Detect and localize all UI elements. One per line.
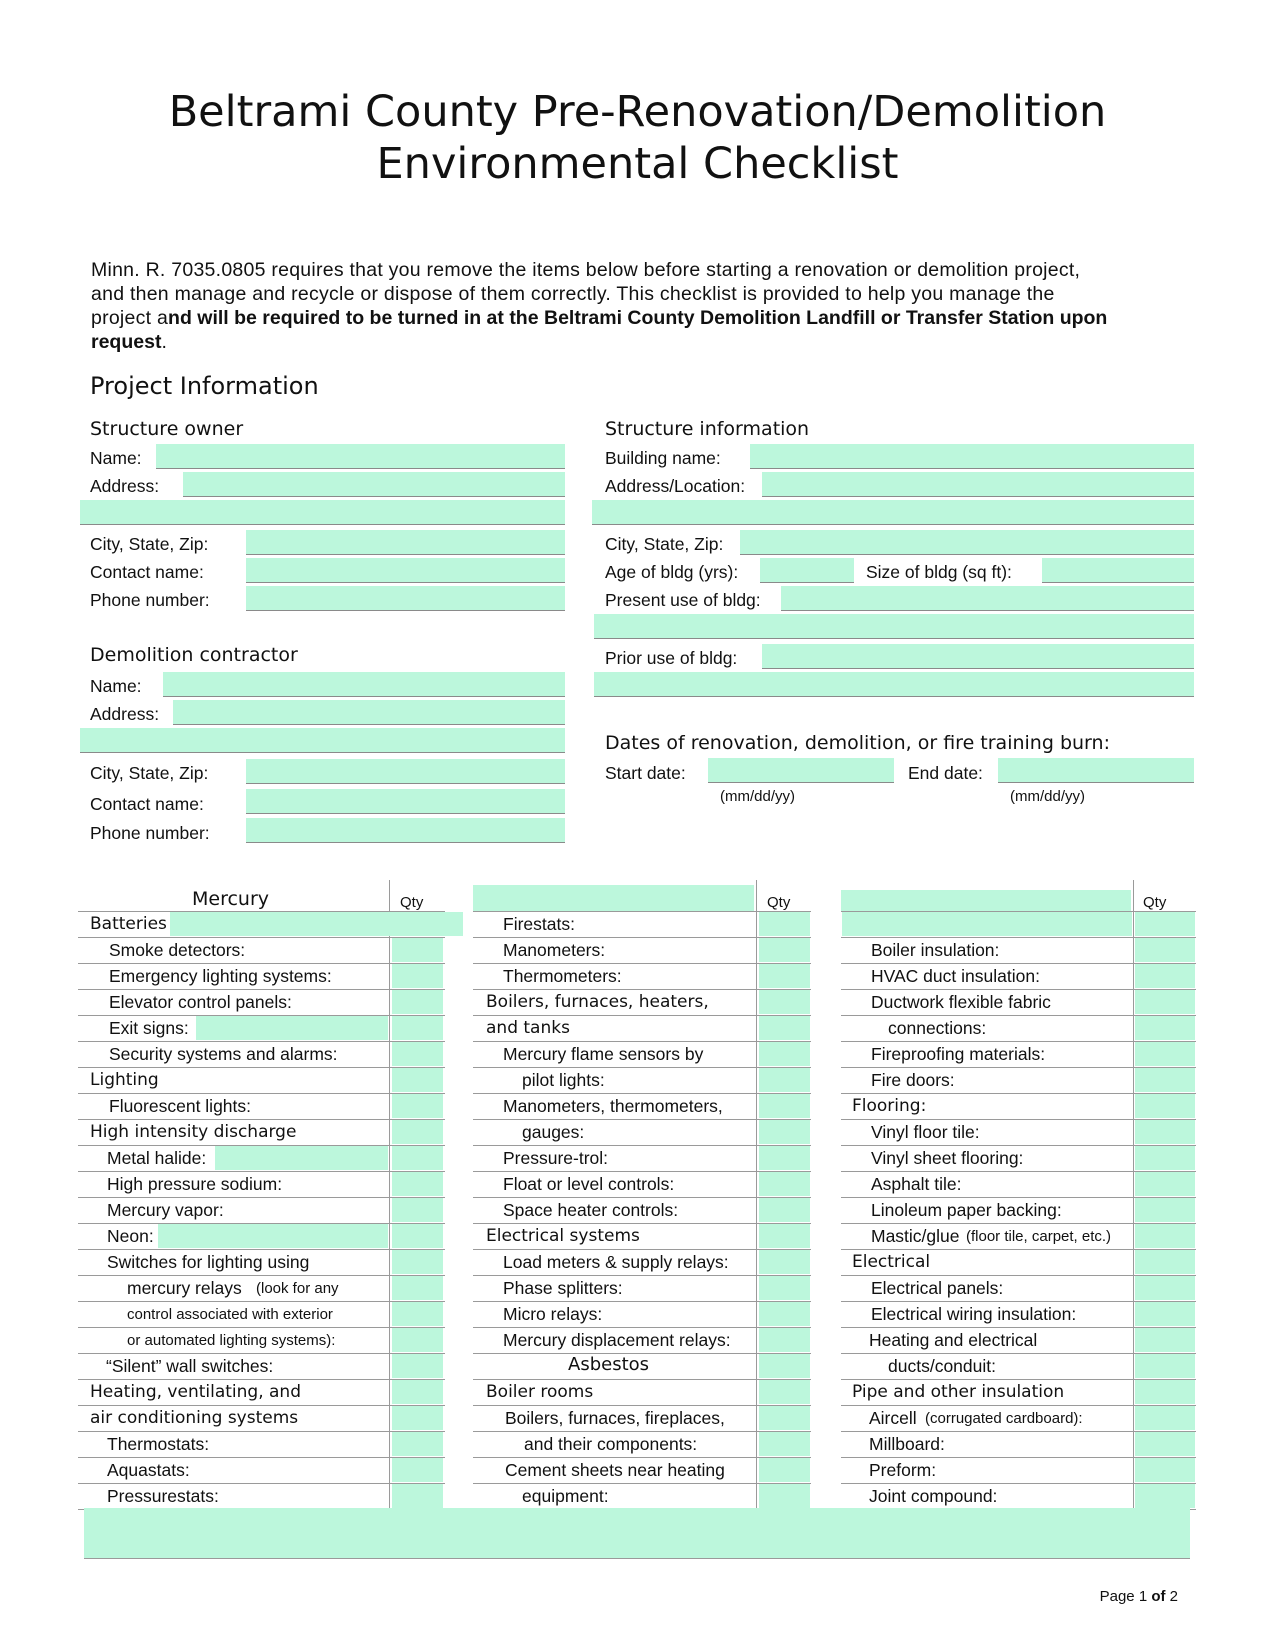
qty-field[interactable] <box>1135 1094 1195 1118</box>
notes-field[interactable] <box>84 1508 1190 1559</box>
qty-field[interactable] <box>392 1484 443 1508</box>
metal-halide-field[interactable] <box>215 1146 388 1170</box>
list-item <box>841 1171 1196 1198</box>
owner-contact-label: Contact name: <box>90 562 204 582</box>
mercury-heading: Mercury <box>192 888 270 910</box>
item-label: Electrical <box>852 1252 931 1272</box>
item-label: Mastic/glue <box>871 1226 960 1246</box>
age-label: Age of bldg (yrs): <box>605 562 739 582</box>
qty-field[interactable] <box>392 1068 443 1092</box>
item-label: Neon: <box>107 1226 154 1246</box>
item-label: Boiler rooms <box>486 1382 594 1402</box>
col3-blank-field[interactable] <box>842 912 1132 936</box>
location-field[interactable] <box>762 472 1194 497</box>
list-item <box>473 1145 811 1172</box>
item-label: Space heater controls: <box>503 1200 679 1220</box>
intro-line-3-plain: project a <box>91 307 169 329</box>
qty-field[interactable] <box>759 1068 810 1092</box>
list-item <box>841 1015 1196 1042</box>
owner-address-field-2[interactable] <box>80 500 565 525</box>
list-item <box>841 1197 1196 1224</box>
present-use-label: Present use of bldg: <box>605 590 761 610</box>
list-item <box>473 911 811 938</box>
qty-field[interactable] <box>759 1276 810 1300</box>
list-item <box>473 1431 811 1458</box>
qty-field[interactable] <box>759 1302 810 1326</box>
list-item <box>78 1431 445 1458</box>
list-item <box>473 1301 811 1328</box>
start-date-field[interactable] <box>708 758 894 783</box>
list-item <box>473 1457 811 1484</box>
list-item <box>473 1015 811 1042</box>
contractor-address-field-2[interactable] <box>80 728 565 753</box>
item-note: (corrugated cardboard): <box>925 1410 1083 1427</box>
qty-field[interactable] <box>759 1042 810 1066</box>
item-label: Manometers, thermometers, <box>503 1096 723 1116</box>
present-use-field[interactable] <box>781 586 1194 611</box>
item-label: mercury relays <box>127 1278 242 1298</box>
qty-field[interactable] <box>759 1224 810 1248</box>
qty-field[interactable] <box>392 912 443 936</box>
list-item <box>473 1119 811 1146</box>
building-name-field[interactable] <box>750 444 1194 469</box>
intro-line-4-bold: request <box>91 331 162 353</box>
item-label: Phase splitters: <box>503 1278 623 1298</box>
item-label: Metal halide: <box>107 1148 207 1168</box>
item-label: pilot lights: <box>522 1070 605 1090</box>
list-item <box>78 1457 445 1484</box>
building-name-label: Building name: <box>605 448 721 468</box>
page-title <box>0 86 1275 190</box>
project-info-heading: Project Information <box>90 372 319 400</box>
contractor-city-field[interactable] <box>246 759 565 784</box>
list-item <box>841 1041 1196 1068</box>
list-item <box>78 1119 445 1146</box>
qty-field[interactable] <box>392 1302 443 1326</box>
qty-label-col1: Qty <box>400 894 424 911</box>
exit-signs-field[interactable] <box>196 1016 388 1040</box>
structure-owner-heading: Structure owner <box>90 418 244 440</box>
item-label: Thermostats: <box>107 1434 210 1454</box>
qty-field[interactable] <box>759 1380 810 1404</box>
qty-field[interactable] <box>392 1094 443 1118</box>
list-item <box>473 963 811 990</box>
qty-field[interactable] <box>392 1172 443 1196</box>
contractor-name-label: Name: <box>90 676 142 696</box>
item-label: Lighting <box>90 1070 159 1090</box>
qty-field[interactable] <box>1135 1276 1195 1300</box>
owner-name-label: Name: <box>90 448 142 468</box>
list-item <box>841 937 1196 964</box>
list-item <box>841 1379 1196 1406</box>
item-note: (floor tile, carpet, etc.) <box>966 1228 1112 1245</box>
item-label: Mercury vapor: <box>107 1200 224 1220</box>
qty-field[interactable] <box>392 1354 443 1378</box>
contractor-contact-field[interactable] <box>246 789 565 814</box>
qty-field[interactable] <box>759 1146 810 1170</box>
list-item <box>78 1301 445 1328</box>
qty-field[interactable] <box>759 1484 810 1508</box>
item-label: Boilers, furnaces, fireplaces, <box>505 1408 725 1428</box>
structure-city-label: City, State, Zip: <box>605 534 724 554</box>
qty-field[interactable] <box>1135 1380 1195 1404</box>
owner-phone-label: Phone number: <box>90 590 210 610</box>
owner-city-label: City, State, Zip: <box>90 534 209 554</box>
item-label: Micro relays: <box>503 1304 603 1324</box>
item-label: Asphalt tile: <box>871 1174 962 1194</box>
list-item <box>78 1327 445 1354</box>
item-note: or automated lighting systems): <box>127 1332 336 1349</box>
list-item <box>841 1353 1196 1380</box>
item-note: control associated with exterior <box>127 1306 333 1323</box>
structure-city-field[interactable] <box>740 530 1194 555</box>
qty-field[interactable] <box>392 1250 443 1274</box>
item-label: High intensity discharge <box>90 1122 297 1142</box>
qty-field[interactable] <box>759 1328 810 1352</box>
qty-field[interactable] <box>1135 1172 1195 1196</box>
list-item <box>841 1431 1196 1458</box>
neon-field[interactable] <box>158 1224 388 1248</box>
end-date-format-hint: (mm/dd/yy) <box>1010 788 1085 805</box>
prior-use-label: Prior use of bldg: <box>605 648 738 668</box>
end-date-label: End date: <box>908 763 983 783</box>
qty-field[interactable] <box>1135 1484 1195 1508</box>
list-item <box>78 1275 445 1302</box>
owner-name-field[interactable] <box>156 444 565 469</box>
intro-line-4 <box>91 330 1191 354</box>
contractor-contact-label: Contact name: <box>90 794 204 814</box>
intro-line-4-end: . <box>161 331 167 353</box>
list-item <box>841 1301 1196 1328</box>
item-label: Emergency lighting systems: <box>109 966 332 986</box>
qty-field[interactable] <box>1135 912 1195 936</box>
qty-field[interactable] <box>759 1094 810 1118</box>
size-field[interactable] <box>1042 558 1194 583</box>
qty-field[interactable] <box>1135 1068 1195 1092</box>
age-field[interactable] <box>760 558 854 583</box>
list-item <box>841 989 1196 1016</box>
owner-city-field[interactable] <box>246 530 565 555</box>
qty-field[interactable] <box>392 1016 443 1040</box>
item-label: Heating and electrical <box>869 1330 1038 1350</box>
qty-field[interactable] <box>392 990 443 1014</box>
qty-field[interactable] <box>1135 1120 1195 1144</box>
list-item <box>78 1171 445 1198</box>
page-total: 2 <box>1169 1588 1178 1605</box>
qty-field[interactable] <box>392 1406 443 1430</box>
item-label: Smoke detectors: <box>109 940 246 960</box>
intro-paragraph <box>91 258 1191 354</box>
start-date-label: Start date: <box>605 763 686 783</box>
list-item <box>78 1353 445 1380</box>
size-label: Size of bldg (sq ft): <box>866 562 1012 582</box>
item-label: Manometers: <box>503 940 606 960</box>
end-date-field[interactable] <box>998 758 1194 783</box>
item-label: and tanks <box>486 1018 570 1038</box>
item-note: (look for any <box>256 1280 339 1297</box>
qty-label-col2: Qty <box>767 894 791 911</box>
item-label: Pipe and other insulation <box>852 1382 1065 1402</box>
owner-address-label: Address: <box>90 476 160 496</box>
qty-field[interactable] <box>1135 1354 1195 1378</box>
list-item <box>841 911 1196 938</box>
list-item <box>841 963 1196 990</box>
list-item <box>841 1067 1196 1094</box>
item-label: Fluorescent lights: <box>109 1096 252 1116</box>
list-item <box>841 1275 1196 1302</box>
qty-label-col3: Qty <box>1143 894 1167 911</box>
item-label: Elevator control panels: <box>109 992 292 1012</box>
item-label: Fireproofing materials: <box>871 1044 1046 1064</box>
title-line-1: Beltrami County Pre-Renovation/Demolition <box>168 87 1107 137</box>
item-label: ducts/conduit: <box>888 1356 996 1376</box>
item-label: Electrical systems <box>486 1226 640 1246</box>
item-label: Switches for lighting using <box>107 1252 310 1272</box>
item-label: Thermometers: <box>503 966 622 986</box>
list-item <box>473 1483 811 1510</box>
page-current: 1 <box>1138 1588 1148 1605</box>
page-number <box>1100 1588 1178 1605</box>
list-item <box>78 963 445 990</box>
item-label: Electrical wiring insulation: <box>871 1304 1077 1324</box>
qty-field[interactable] <box>1135 1302 1195 1326</box>
list-item <box>473 1275 811 1302</box>
intro-line-3 <box>91 306 1191 330</box>
item-label: Electrical panels: <box>871 1278 1004 1298</box>
list-item <box>473 1379 811 1406</box>
qty-field[interactable] <box>759 1458 810 1482</box>
item-label: Linoleum paper backing: <box>871 1200 1062 1220</box>
list-item <box>473 1171 811 1198</box>
item-label: Heating, ventilating, and <box>90 1382 301 1402</box>
list-item <box>78 1041 445 1068</box>
list-item <box>473 937 811 964</box>
list-item <box>473 1067 811 1094</box>
qty-field[interactable] <box>1135 1198 1195 1222</box>
contractor-phone-field[interactable] <box>246 818 565 843</box>
item-label: Batteries <box>90 914 167 934</box>
list-item <box>841 1457 1196 1484</box>
list-item <box>78 1483 445 1510</box>
qty-field[interactable] <box>1135 1406 1195 1430</box>
qty-field[interactable] <box>1135 1016 1195 1040</box>
qty-field[interactable] <box>1135 1458 1195 1482</box>
list-item <box>473 1041 811 1068</box>
qty-field[interactable] <box>759 1198 810 1222</box>
contractor-address-field[interactable] <box>173 700 565 725</box>
owner-contact-field[interactable] <box>246 558 565 583</box>
list-item <box>78 1223 445 1250</box>
item-label: Float or level controls: <box>503 1174 675 1194</box>
item-label: Millboard: <box>869 1434 945 1454</box>
qty-field[interactable] <box>759 938 810 962</box>
list-item <box>841 1145 1196 1172</box>
item-label: High pressure sodium: <box>107 1174 283 1194</box>
list-item <box>841 1405 1196 1432</box>
qty-field[interactable] <box>1135 1146 1195 1170</box>
list-item <box>841 1327 1196 1354</box>
intro-line-2: and then manage and recycle or dispose of them correctly. This checklist is provided to help you manage the <box>91 283 1055 305</box>
qty-field[interactable] <box>759 1172 810 1196</box>
col3-header-field[interactable] <box>841 890 1131 911</box>
list-item <box>78 1197 445 1224</box>
list-item <box>841 1249 1196 1276</box>
qty-field[interactable] <box>392 1198 443 1222</box>
qty-field[interactable] <box>759 1406 810 1430</box>
item-label: Pressurestats: <box>107 1486 219 1506</box>
asbestos-heading-row <box>473 1353 811 1380</box>
qty-field[interactable] <box>1135 1250 1195 1274</box>
list-item <box>78 1145 445 1172</box>
title-line-2: Environmental Checklist <box>376 139 899 189</box>
list-item <box>841 1119 1196 1146</box>
location-field-2[interactable] <box>592 500 1194 525</box>
item-label: equipment: <box>522 1486 609 1506</box>
qty-field[interactable] <box>392 1276 443 1300</box>
qty-field[interactable] <box>1135 938 1195 962</box>
qty-field[interactable] <box>392 964 443 988</box>
structure-info-heading: Structure information <box>605 418 810 440</box>
qty-field[interactable] <box>1135 1328 1195 1352</box>
contractor-heading: Demolition contractor <box>90 644 298 666</box>
item-label: Joint compound: <box>869 1486 998 1506</box>
qty-field[interactable] <box>1135 1224 1195 1248</box>
item-label: connections: <box>888 1018 987 1038</box>
list-item <box>841 1223 1196 1250</box>
contractor-address-label: Address: <box>90 704 160 724</box>
list-item <box>78 1015 445 1042</box>
qty-field[interactable] <box>759 1016 810 1040</box>
owner-address-field[interactable] <box>183 472 565 497</box>
dates-heading: Dates of renovation, demolition, or fire training burn: <box>605 732 1110 754</box>
item-label: Flooring: <box>852 1096 927 1116</box>
qty-field[interactable] <box>1135 1042 1195 1066</box>
prior-use-field[interactable] <box>762 644 1194 669</box>
location-label: Address/Location: <box>605 476 746 496</box>
qty-field[interactable] <box>392 1328 443 1352</box>
qty-field[interactable] <box>392 1224 443 1248</box>
qty-field[interactable] <box>759 1432 810 1456</box>
item-label: Ductwork flexible fabric <box>871 992 1051 1012</box>
item-label: Boiler insulation: <box>871 940 1000 960</box>
list-item <box>78 989 445 1016</box>
qty-field[interactable] <box>392 1120 443 1144</box>
item-label: and their components: <box>524 1434 698 1454</box>
qty-field[interactable] <box>759 990 810 1014</box>
list-item <box>841 1483 1196 1510</box>
list-item <box>78 1405 445 1432</box>
list-item <box>78 1067 445 1094</box>
item-label: Load meters & supply relays: <box>503 1252 729 1272</box>
item-label: Preform: <box>869 1460 937 1480</box>
item-label: Fire doors: <box>871 1070 955 1090</box>
item-label: Cement sheets near heating <box>505 1460 725 1480</box>
list-item <box>78 937 445 964</box>
qty-field[interactable] <box>392 938 443 962</box>
list-item <box>473 1327 811 1354</box>
list-item <box>78 1379 445 1406</box>
item-label: Aquastats: <box>107 1460 190 1480</box>
asbestos-heading: Asbestos <box>568 1354 650 1375</box>
list-item <box>473 1093 811 1120</box>
item-label: Vinyl sheet flooring: <box>871 1148 1024 1168</box>
qty-field[interactable] <box>392 1380 443 1404</box>
qty-field[interactable] <box>759 1250 810 1274</box>
item-label: “Silent” wall switches: <box>106 1356 274 1376</box>
item-label: Firestats: <box>503 914 575 934</box>
prior-use-field-2[interactable] <box>594 672 1194 697</box>
item-label: Pressure-trol: <box>503 1148 609 1168</box>
intro-line-3-bold: nd will be required to be turned in at the Beltrami County Demolition Landfill or Transfer Station upon <box>168 307 1108 329</box>
contractor-name-field[interactable] <box>163 672 565 697</box>
present-use-field-2[interactable] <box>594 614 1194 639</box>
list-item <box>473 1405 811 1432</box>
list-item <box>78 1249 445 1276</box>
item-label: Vinyl floor tile: <box>871 1122 980 1142</box>
qty-field[interactable] <box>392 1042 443 1066</box>
item-label: Aircell <box>869 1408 917 1428</box>
item-label: HVAC duct insulation: <box>871 966 1040 986</box>
qty-field[interactable] <box>759 1354 810 1378</box>
qty-field[interactable] <box>392 1458 443 1482</box>
qty-field[interactable] <box>392 1432 443 1456</box>
qty-field[interactable] <box>759 1120 810 1144</box>
intro-line-1: Minn. R. 7035.0805 requires that you remove the items below before starting a renovation or demolition project, <box>91 259 1081 281</box>
item-label: Mercury displacement relays: <box>503 1330 731 1350</box>
owner-phone-field[interactable] <box>246 586 565 611</box>
item-label: Mercury flame sensors by <box>503 1044 704 1064</box>
qty-field[interactable] <box>1135 1432 1195 1456</box>
item-label: Boilers, furnaces, heaters, <box>486 992 709 1012</box>
page-of: of <box>1147 1588 1170 1605</box>
qty-field[interactable] <box>759 912 810 936</box>
list-item <box>473 989 811 1016</box>
item-label: air conditioning systems <box>90 1408 299 1428</box>
list-item <box>473 1197 811 1224</box>
qty-field[interactable] <box>759 964 810 988</box>
page-prefix: Page <box>1099 1588 1139 1605</box>
item-label: Exit signs: <box>109 1018 189 1038</box>
list-item <box>473 1249 811 1276</box>
item-label: Security systems and alarms: <box>109 1044 338 1064</box>
start-date-format-hint: (mm/dd/yy) <box>720 788 795 805</box>
list-item <box>78 911 445 938</box>
list-item <box>841 1093 1196 1120</box>
list-item <box>78 1093 445 1120</box>
qty-field[interactable] <box>1135 990 1195 1014</box>
qty-field[interactable] <box>392 1146 443 1170</box>
item-label: gauges: <box>522 1122 585 1142</box>
list-item <box>473 1223 811 1250</box>
col2-header-field[interactable] <box>473 885 754 911</box>
contractor-city-label: City, State, Zip: <box>90 763 209 783</box>
qty-field[interactable] <box>1135 964 1195 988</box>
contractor-phone-label: Phone number: <box>90 823 210 843</box>
